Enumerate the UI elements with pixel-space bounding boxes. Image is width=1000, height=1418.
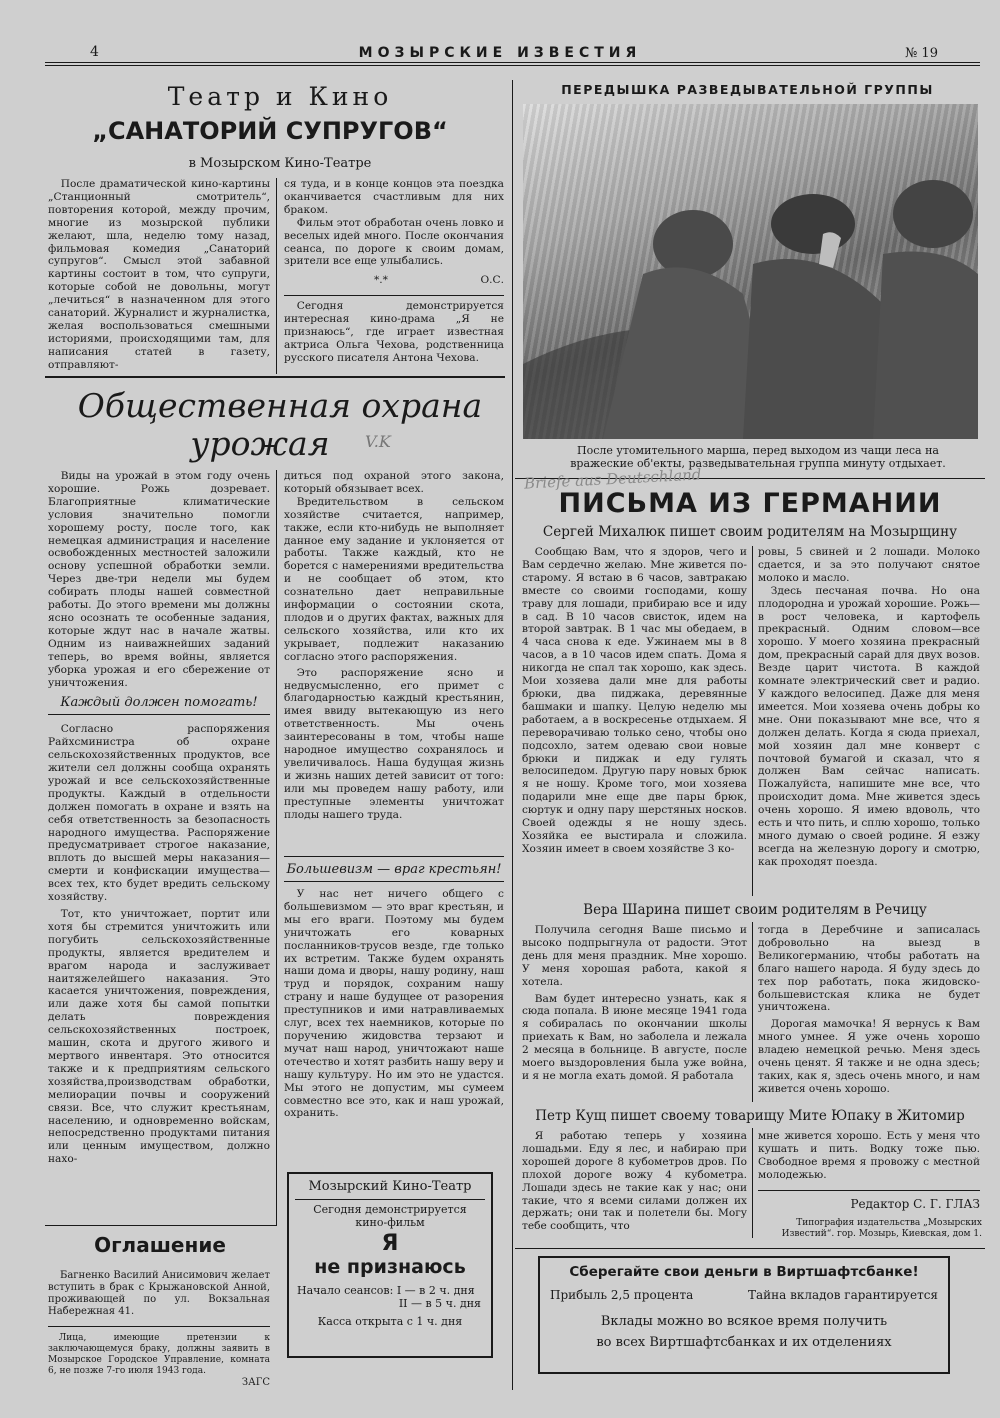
harvest-col1: Виды на урожай в этом году очень хорошие. Рожь дозревает. Благоприятные климатические условия значительно помогли хорошему росту, после того, как немецкая администрация и население освобожденных местностей заложили основу успешной обработки земли. Через две-три недели мы будем собирать плоды нашей совместной работы. До этого времени мы должны ясно осознать те особенные задания, которые ждут нас в начале жатвы. Одним из наиважнейших заданий теперь, во время войны, является уборка урожая и его сбережение от уничтожения. Каждый должен помогать! Согласно распоряжения Райхсминистра об охране сельскохозяйственных продуктов, все жители сел должны сообща охранять урожай и все сельскохозяйственные продукты. Каждый в отдельности должен помогать в охране и взять на себя ответственность за безопасность народного имущества. Распоряжение предусматривает строгое наказание, вплоть до высшей меры наказания—смерти и конфискации имущества—всех тех, кто будет вредить сельскому хозяйству. Тот, кто уничтожает, портит или хотя бы стремится уничтожить или погубить сельскохозяйственные продукты, является вредителем и врагом народа и заслуживает наитяжелейшего наказания. Это касается уничтожения, повреждения, или даже хотя бы самой попытки делать повреждения сельскохозяйственных построек, машин, скота и другого живого и мертвого инвентаря. Это относится также и к предприятиям сельского хозяйства,производствам обработки, мелиорации почвы и сооружений связи. Все, что служит крестьянам, населению, и одновременно войскам, непосредственно продуктами питания или ценным имуществом, должно нахо-: [48, 470, 270, 1166]
editor-label: Редактор: [850, 1197, 910, 1211]
cinema-cash: Касса открыта с 1 ч. дня: [317, 1315, 463, 1328]
photo-caption: После утомительного марша, перед выходом из чащи леса на вражеские об'екты, разведывательная группа минуту отдыхает.: [570, 444, 946, 470]
theatre-col1: После драматической кино-картины „Станционный смотритель“, повторения которой, между прочим, многие из мозырской публики желают, шла, неделю тому назад, фильмовая комедия „Санаторий супругов“. Смысл этой забавной картины состоит в том, что супруги, которые собой не довольны, могут „лечиться“ в назначенном для этого санаторий. Журналист и журналистка, желая воспользоваться смешными историями, происходящими там, для написания статей в газету, отправляют-: [48, 178, 270, 371]
notice-sign: ЗАГС: [241, 1377, 270, 1388]
letter2-col1: Получила сегодня Ваше письмо и высоко подпрыгнула от радости. Этот день для меня праздник. Мне хорошо. У меня хорошая работа, какой я хотела. Вам будет интересно узнать, как я сюда попала. В июне месяце 1941 года я собиралась по окончании школы приехать к Вам, но заболела и лежала 2 месяца в больнице. В августе, после моего выздоровления была уже война, и я не могла ехать домой. Я работала: [522, 924, 747, 1082]
column-divider: [752, 546, 753, 896]
section-rule: [758, 1190, 980, 1191]
cinema-type: кино-фильм: [355, 1216, 425, 1229]
film-title: не признаюсь: [314, 1256, 466, 1278]
notice-text: Багненко Василий Анисимович желает вступить в брак с Крыжановской Анной, проживающей по ул. Вокзальная Набережная 41. Лица, имеющие претензии к заключающемуся браку, должны заявить в Мозырское Городское Управление, комната 6, не позже 7-го июля 1943 года. ЗАГС: [48, 1270, 270, 1388]
cinema-venue: Мозырский Кино-Театр: [308, 1179, 472, 1194]
column-divider: [752, 922, 753, 1102]
harvest-col2: диться под охраной этого закона, который обязывает всех. Вредительством в сельском хозяйстве считается, например, также, если кто-нибудь не выполняет данное ему задание и уклоняется от работы. Также каждый, кто не борется с намерениями вредительства и не сообщает об этом, кто сознательно дает неправильные информации о состоянии скота, плодов и о других фактах, важных для сельского хозяйства, или кто их укрывает, подлежит наказанию согласно этого распоряжения. Это распоряжение ясно и недвусмысленно, его примет с благодарностью каждый крестьянин, имея ввиду вытекающую из него ответственность. Мы очень заинтересованы в том, чтобы наше народное имущество сохранялось и увеличивалось. Наша будущая жизнь и жизнь наших детей зависит от того: или мы проведем нашу работу, или преступные элементы уничтожат плоды нашего труда.: [284, 470, 504, 821]
letters-title: ПИСЬМА ИЗ ГЕРМАНИИ: [558, 488, 942, 519]
editor-name: С. Г. ГЛАЗ: [913, 1197, 980, 1211]
harvest-subhead: Каждый должен помогать!: [48, 697, 270, 715]
column-divider: [276, 470, 277, 1225]
sessions-label: Начало сеансов:: [297, 1284, 394, 1297]
film-title: Я: [381, 1231, 399, 1256]
bank-secret: Тайна вкладов гарантируется: [747, 1288, 938, 1302]
letter1-col2: ровы, 5 свиней и 2 лошади. Молоко сдается, и за это получают снятое молоко и масло. Здесь песчаная почва. Но она плодородна и урожай хорошие. Рожь—в рост человека, и картофель прекрасный. Одним словом—все хорошо. У моего хозяина прекрасный дом, прекрасный сарай для двух возов. Везде царит чистота. В каждой комнате электрический свет и радио. У каждого велосипед. Даже для меня имеется. Мои хозяева очень добры ко мне. Они показывают мне все, что я должен делать. Когда я сюда приехал, мой хозяин дал мне конверт с почтовой бумагой и сказал, что я должен Вам сейчас написать. Пожалуйста, напишите мне все, что происходит дома. Мне живется здесь очень хорошо. Я имею вдоволь, что есть и что пить, и сплю хорошо, только много думаю о своей родине. Я езжу всегда на железную дорогу и смотрю, как проходят поезда.: [758, 546, 980, 868]
bank-ad-title: Сберегайте свои деньги в Виртшафтсбанке!: [569, 1264, 919, 1280]
page-number: 4: [90, 44, 99, 60]
section-rule: [45, 376, 505, 378]
photo-illustration: [523, 104, 978, 439]
column-divider: [276, 178, 277, 374]
handwritten-mark: V.K: [365, 432, 391, 451]
theatre-title: „САНАТОРИЙ СУПРУГОВ“: [92, 117, 448, 145]
handwritten-note: Briefe aus Deutschland: [523, 465, 702, 493]
notice-title: Оглашение: [94, 1233, 226, 1257]
session-2: II — в 5 ч. дня: [398, 1297, 481, 1310]
author-sign: О.С.: [480, 274, 504, 287]
masthead-rule: [45, 62, 980, 66]
letter3-col1: Я работаю теперь у хозяина лошадьми. Еду я лес, и набираю при хорошей дороге 8 кубометров дров. По плохой дороге вожу 4 кубометра. Лошади здесь не такие как у нас; они такие, что я всеми силами должен их держать; они так и полетели бы. Могу тебе сообщить, что: [522, 1130, 747, 1233]
section-rule: [45, 1225, 277, 1226]
issue-number: № 19: [905, 46, 938, 61]
letter3-col2: мне живется хорошо. Есть у меня что кушать и пить. Водку тоже пью. Свободное время я провожу с местной молодежью.: [758, 1130, 980, 1181]
session-1: I — в 2 ч. дня: [396, 1284, 475, 1297]
bank-line-1: Вклады можно во всякое время получить: [600, 1314, 888, 1329]
bank-line-2: во всех Виртшафтсбанках и их отделениях: [596, 1335, 892, 1350]
letter2-col2: тогда в Деребчине и записалась добровольно на выезд в Великогерманию, чтобы работать на благо нашего народа. Я буду здесь до тех пор работать, пока жидовско-большевистская клика не будет уничтожена. Дорогая мамочка! Я вернусь к Вам много умнее. Я уже очень хорошо владею немецкой речью. Меня здесь очень ценят. Я также и не одна здесь; таких, как я, здесь очень много, и нам живется очень хорошо.: [758, 924, 980, 1095]
bolshevism-title: Большевизм — враг крестьян!: [284, 862, 504, 882]
letter1-heading: Сергей Михалюк пишет своим родителям на Мозырщину: [542, 524, 958, 540]
editor-line: [770, 1197, 980, 1211]
theatre-col2: ся туда, и в конце концов эта поездка оканчивается счастливым для них браком. Фильм этот обработан очень ловко и веселых идей много. После окончания сеанса, по дороге к своим домам, зрители все еще улыбались. *.* О.С. Сегодня демонстрируется интересная кино-драма „Я не признаюсь“, где играет известная актриса Ольга Чехова, родственница русского писателя Антона Чехова.: [284, 178, 504, 364]
printing-info: Типография издательства „Мозырских Известий“. гор. Мозырь, Киевская, дом 1.: [781, 1218, 982, 1239]
theatre-rubric: Театр и Кино: [167, 82, 393, 111]
harvest-title: урожая: [190, 424, 330, 463]
column-divider: [512, 80, 513, 1390]
harvest-title: Общественная охрана: [77, 386, 483, 425]
bolshevism-section: Большевизм — враг крестьян! У нас нет ничего общего с большевизмом — это враг крестьян, и мы его враги. Поэтому мы будем уничтожать его коварных посланников-трусов везде, где только их встретим. Также будем охранять наши дома и дворы, нашу родину, наш труд и порядок, сохраним нашу страну и наше будущее от разорения преступников и ими натравливаемых слуг, всех тех наемников, которые по поручению жидовства терзают и мучат наш народ, уничтожают наше отечество и хотят разбить нашу веру и нашу культуру. Но им это не удастся. Мы этого не допустим, мы сумеем совместно все это, как и наш урожай, охранить.: [284, 856, 504, 1120]
cinema-ad: [287, 1172, 493, 1358]
photo-title: ПЕРЕДЫШКА РАЗВЕДЫВАТЕЛЬНОЙ ГРУППЫ: [561, 82, 934, 97]
bank-ad: [538, 1256, 950, 1374]
cinema-today: Сегодня демонстрируется: [313, 1203, 467, 1216]
letter3-heading: Петр Кущ пишет своему товарищу Мите Юпаку в Житомир: [535, 1108, 965, 1124]
column-divider: [752, 1128, 753, 1238]
photo-scouts: [523, 104, 978, 439]
letter2-heading: Вера Шарина пишет своим родителям в Речицу: [583, 902, 927, 918]
masthead-title: МОЗЫРСКИЕ ИЗВЕСТИЯ: [358, 45, 642, 61]
ornament-stars: *.*: [374, 274, 388, 287]
theatre-subtitle: в Мозырском Кино-Театре: [188, 156, 372, 171]
bank-rate: Прибыль 2,5 процента: [550, 1288, 694, 1302]
section-rule: [515, 1248, 985, 1249]
letter1-col1: Сообщаю Вам, что я здоров, чего и Вам сердечно желаю. Мне живется по-старому. Я встаю в 6 часов, завтракаю вместе со своими господами, кошу траву для лошади, прибираю все и иду в сад. В 10 часов свисток, идем на второй завтрак. В 1 час мы обедаем, в 4 часа снова к еде. Ужинаем мы в 8 часов, а в 10 часов идем спать. Дома я никогда не спал так хорошо, как здесь. Мои хозяева дали мне для работы брюки, два пиджака, деревянные башмаки и шапку. Целую неделю мы работаем, а в воскресенье отдыхаем. Я переворачиваю только сено, чтобы оно подсохло, затем одеваю свои новые брюки и пиджак и еду гулять велосипедом. Другую пару новых брюк я не ношу. Кроме того, мои хозяева подарили мне еще две пары брюк, сюртук и одну пару шерстяных носков. Своей одежды я не ношу здесь. Хозяйка ее выстирала и сложила. Хозяин имеет в своем хозяйстве 3 ко-: [522, 546, 747, 855]
